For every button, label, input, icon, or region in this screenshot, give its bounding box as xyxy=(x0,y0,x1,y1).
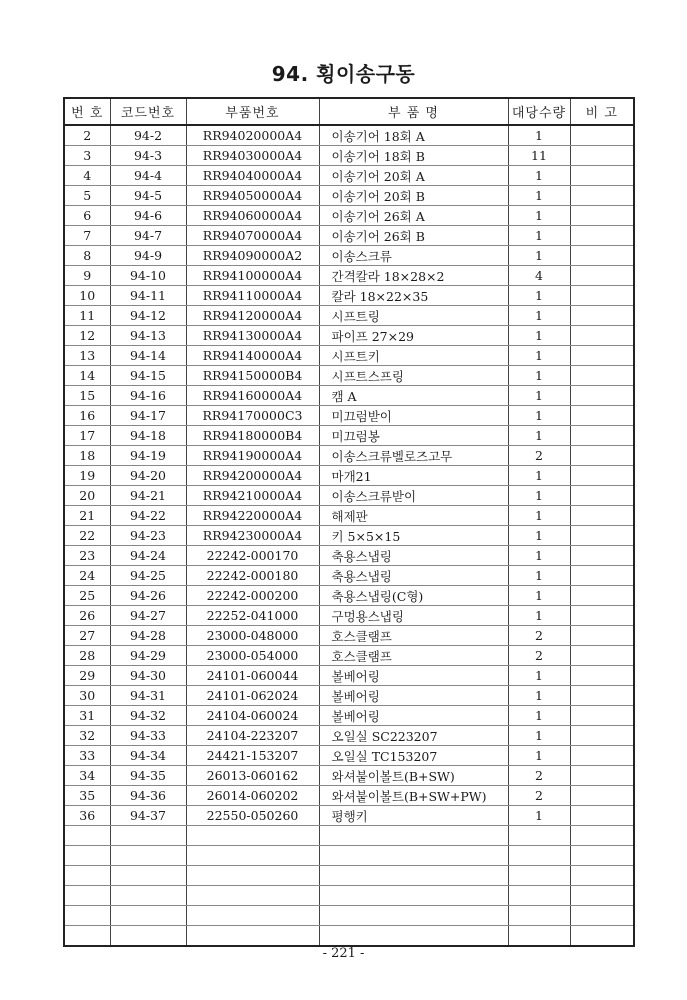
cell-no: 4 xyxy=(64,166,110,186)
cell-part-number: 24421-153207 xyxy=(186,746,319,766)
cell-quantity: 1 xyxy=(508,726,570,746)
cell-part-number: RR94130000A4 xyxy=(186,326,319,346)
cell-no: 27 xyxy=(64,626,110,646)
cell-no xyxy=(64,886,110,906)
cell-part-number: RR94190000A4 xyxy=(186,446,319,466)
cell-part-name: 파이프 27×29 xyxy=(319,326,508,346)
table-row xyxy=(64,826,634,846)
cell-no: 30 xyxy=(64,686,110,706)
table-body xyxy=(64,125,634,946)
cell-part-name: 이송기어 26회 B xyxy=(319,226,508,246)
cell-no: 20 xyxy=(64,486,110,506)
cell-remark xyxy=(570,826,634,846)
cell-code: 94-37 xyxy=(110,806,186,826)
cell-quantity: 1 xyxy=(508,526,570,546)
cell-part-name xyxy=(319,846,508,866)
cell-code: 94-5 xyxy=(110,186,186,206)
cell-no: 2 xyxy=(64,125,110,146)
cell-quantity: 4 xyxy=(508,266,570,286)
cell-part-number: 26013-060162 xyxy=(186,766,319,786)
cell-remark xyxy=(570,686,634,706)
cell-part-number: 22242-000170 xyxy=(186,546,319,566)
cell-part-number: RR94170000C3 xyxy=(186,406,319,426)
cell-quantity xyxy=(508,886,570,906)
cell-part-number: RR94110000A4 xyxy=(186,286,319,306)
cell-no: 19 xyxy=(64,466,110,486)
cell-quantity: 1 xyxy=(508,806,570,826)
cell-remark xyxy=(570,606,634,626)
cell-remark xyxy=(570,766,634,786)
table-row xyxy=(64,125,634,146)
cell-code: 94-36 xyxy=(110,786,186,806)
cell-part-number: 24104-060024 xyxy=(186,706,319,726)
cell-part-name: 마개21 xyxy=(319,466,508,486)
cell-part-name: 이송기어 26회 A xyxy=(319,206,508,226)
cell-remark xyxy=(570,626,634,646)
table-row xyxy=(64,566,634,586)
cell-quantity: 2 xyxy=(508,786,570,806)
cell-part-number xyxy=(186,846,319,866)
cell-remark xyxy=(570,125,634,146)
table-row xyxy=(64,746,634,766)
cell-part-number: RR94060000A4 xyxy=(186,206,319,226)
cell-quantity: 1 xyxy=(508,306,570,326)
cell-quantity: 1 xyxy=(508,566,570,586)
cell-code: 94-14 xyxy=(110,346,186,366)
cell-part-name: 미끄럼받이 xyxy=(319,406,508,426)
cell-part-name: 볼베어링 xyxy=(319,666,508,686)
cell-no: 6 xyxy=(64,206,110,226)
parts-table xyxy=(63,97,635,947)
table-row xyxy=(64,726,634,746)
cell-part-name: 이송기어 18회 A xyxy=(319,125,508,146)
cell-code: 94-7 xyxy=(110,226,186,246)
table-row xyxy=(64,866,634,886)
cell-remark xyxy=(570,786,634,806)
cell-part-name: 호스클램프 xyxy=(319,626,508,646)
cell-quantity: 1 xyxy=(508,546,570,566)
cell-quantity: 2 xyxy=(508,626,570,646)
cell-part-number: RR94040000A4 xyxy=(186,166,319,186)
cell-part-name xyxy=(319,826,508,846)
cell-remark xyxy=(570,426,634,446)
cell-no: 12 xyxy=(64,326,110,346)
cell-part-number: RR94050000A4 xyxy=(186,186,319,206)
cell-part-name: 와셔붙이볼트(B+SW) xyxy=(319,766,508,786)
cell-no: 25 xyxy=(64,586,110,606)
table-row xyxy=(64,686,634,706)
cell-no: 36 xyxy=(64,806,110,826)
table-row xyxy=(64,786,634,806)
cell-part-number: RR94090000A2 xyxy=(186,246,319,266)
cell-part-name: 이송스크류벨로즈고무 xyxy=(319,446,508,466)
cell-quantity: 1 xyxy=(508,206,570,226)
cell-quantity: 1 xyxy=(508,666,570,686)
cell-remark xyxy=(570,306,634,326)
cell-code: 94-11 xyxy=(110,286,186,306)
cell-code: 94-19 xyxy=(110,446,186,466)
cell-part-number: 22252-041000 xyxy=(186,606,319,626)
cell-part-number: RR94030000A4 xyxy=(186,146,319,166)
cell-remark xyxy=(570,186,634,206)
cell-no: 11 xyxy=(64,306,110,326)
cell-remark xyxy=(570,886,634,906)
cell-remark xyxy=(570,526,634,546)
cell-quantity xyxy=(508,926,570,947)
cell-no: 14 xyxy=(64,366,110,386)
cell-code: 94-23 xyxy=(110,526,186,546)
cell-part-number: 23000-048000 xyxy=(186,626,319,646)
cell-no: 26 xyxy=(64,606,110,626)
table-row xyxy=(64,886,634,906)
cell-part-name: 이송스크류받이 xyxy=(319,486,508,506)
cell-part-name: 이송스크류 xyxy=(319,246,508,266)
header-remark: 비 고 xyxy=(570,98,634,125)
cell-remark xyxy=(570,646,634,666)
cell-code: 94-24 xyxy=(110,546,186,566)
cell-code: 94-2 xyxy=(110,125,186,146)
cell-code: 94-9 xyxy=(110,246,186,266)
cell-remark xyxy=(570,246,634,266)
cell-part-name: 오일실 SC223207 xyxy=(319,726,508,746)
table-row xyxy=(64,706,634,726)
cell-part-name: 이송기어 20회 A xyxy=(319,166,508,186)
cell-quantity: 1 xyxy=(508,486,570,506)
header-quantity: 대당수량 xyxy=(508,98,570,125)
cell-quantity: 1 xyxy=(508,125,570,146)
cell-remark xyxy=(570,726,634,746)
cell-remark xyxy=(570,446,634,466)
cell-remark xyxy=(570,226,634,246)
cell-quantity: 1 xyxy=(508,166,570,186)
cell-part-name: 축용스냅링 xyxy=(319,546,508,566)
cell-quantity xyxy=(508,846,570,866)
cell-part-name: 축용스냅링(C형) xyxy=(319,586,508,606)
cell-quantity: 1 xyxy=(508,186,570,206)
cell-part-name: 와셔붙이볼트(B+SW+PW) xyxy=(319,786,508,806)
table-row xyxy=(64,806,634,826)
cell-part-name xyxy=(319,926,508,947)
cell-part-number: 22242-000200 xyxy=(186,586,319,606)
table-row xyxy=(64,326,634,346)
cell-no: 29 xyxy=(64,666,110,686)
header-part-number: 부품번호 xyxy=(186,98,319,125)
cell-code: 94-22 xyxy=(110,506,186,526)
cell-no: 5 xyxy=(64,186,110,206)
cell-no xyxy=(64,846,110,866)
cell-no: 33 xyxy=(64,746,110,766)
cell-remark xyxy=(570,906,634,926)
cell-part-name xyxy=(319,886,508,906)
cell-part-name xyxy=(319,906,508,926)
cell-code: 94-13 xyxy=(110,326,186,346)
table-row xyxy=(64,606,634,626)
table-row xyxy=(64,546,634,566)
cell-code: 94-21 xyxy=(110,486,186,506)
table-row xyxy=(64,766,634,786)
cell-part-name: 구멍용스냅링 xyxy=(319,606,508,626)
table-row xyxy=(64,466,634,486)
table-row xyxy=(64,646,634,666)
cell-part-name: 오일실 TC153207 xyxy=(319,746,508,766)
table-row xyxy=(64,426,634,446)
cell-quantity: 1 xyxy=(508,406,570,426)
cell-part-number: RR94220000A4 xyxy=(186,506,319,526)
cell-code: 94-20 xyxy=(110,466,186,486)
cell-quantity: 1 xyxy=(508,326,570,346)
cell-no: 9 xyxy=(64,266,110,286)
cell-part-name: 간격칼라 18×28×2 xyxy=(319,266,508,286)
cell-part-number: RR94180000B4 xyxy=(186,426,319,446)
cell-no: 34 xyxy=(64,766,110,786)
cell-part-name: 평행키 xyxy=(319,806,508,826)
cell-part-name: 시프트키 xyxy=(319,346,508,366)
table-row xyxy=(64,286,634,306)
cell-part-number xyxy=(186,826,319,846)
cell-remark xyxy=(570,406,634,426)
table-row xyxy=(64,406,634,426)
cell-code xyxy=(110,866,186,886)
cell-code xyxy=(110,886,186,906)
cell-quantity: 1 xyxy=(508,226,570,246)
cell-no: 18 xyxy=(64,446,110,466)
table-row xyxy=(64,586,634,606)
table-row xyxy=(64,246,634,266)
table-row xyxy=(64,166,634,186)
table-row xyxy=(64,626,634,646)
table-row xyxy=(64,206,634,226)
table-row xyxy=(64,366,634,386)
cell-no: 22 xyxy=(64,526,110,546)
cell-code: 94-26 xyxy=(110,586,186,606)
header-part-name: 부 품 명 xyxy=(319,98,508,125)
cell-code: 94-32 xyxy=(110,706,186,726)
cell-part-name: 이송기어 18회 B xyxy=(319,146,508,166)
cell-part-name: 이송기어 20회 B xyxy=(319,186,508,206)
cell-quantity: 2 xyxy=(508,446,570,466)
cell-no: 23 xyxy=(64,546,110,566)
cell-part-number xyxy=(186,866,319,886)
cell-remark xyxy=(570,166,634,186)
cell-remark xyxy=(570,546,634,566)
cell-part-name: 호스클램프 xyxy=(319,646,508,666)
table-row xyxy=(64,526,634,546)
cell-remark xyxy=(570,706,634,726)
cell-quantity: 1 xyxy=(508,366,570,386)
cell-code: 94-18 xyxy=(110,426,186,446)
table-row xyxy=(64,306,634,326)
table-row xyxy=(64,446,634,466)
cell-code xyxy=(110,846,186,866)
cell-part-number: 24101-060044 xyxy=(186,666,319,686)
cell-code: 94-28 xyxy=(110,626,186,646)
cell-code: 94-12 xyxy=(110,306,186,326)
header-code: 코드번호 xyxy=(110,98,186,125)
cell-part-name: 축용스냅링 xyxy=(319,566,508,586)
cell-part-number xyxy=(186,926,319,947)
cell-no: 16 xyxy=(64,406,110,426)
cell-remark xyxy=(570,586,634,606)
cell-remark xyxy=(570,266,634,286)
cell-quantity: 1 xyxy=(508,286,570,306)
cell-code: 94-4 xyxy=(110,166,186,186)
cell-quantity: 1 xyxy=(508,346,570,366)
table-row xyxy=(64,506,634,526)
cell-quantity: 1 xyxy=(508,686,570,706)
cell-remark xyxy=(570,746,634,766)
cell-part-number: RR94230000A4 xyxy=(186,526,319,546)
cell-code xyxy=(110,926,186,947)
cell-part-number: 26014-060202 xyxy=(186,786,319,806)
cell-quantity xyxy=(508,866,570,886)
cell-no: 31 xyxy=(64,706,110,726)
cell-remark xyxy=(570,506,634,526)
cell-remark xyxy=(570,666,634,686)
cell-quantity: 1 xyxy=(508,466,570,486)
cell-part-number: RR94150000B4 xyxy=(186,366,319,386)
cell-quantity: 1 xyxy=(508,746,570,766)
cell-quantity xyxy=(508,906,570,926)
cell-no: 7 xyxy=(64,226,110,246)
cell-quantity: 2 xyxy=(508,646,570,666)
cell-remark xyxy=(570,806,634,826)
cell-no: 13 xyxy=(64,346,110,366)
cell-no: 32 xyxy=(64,726,110,746)
cell-no: 15 xyxy=(64,386,110,406)
cell-part-number: RR94020000A4 xyxy=(186,125,319,146)
table-row xyxy=(64,386,634,406)
cell-no xyxy=(64,826,110,846)
cell-no xyxy=(64,926,110,947)
cell-quantity: 1 xyxy=(508,586,570,606)
page-number: - 221 - xyxy=(322,946,365,961)
cell-code: 94-27 xyxy=(110,606,186,626)
cell-no xyxy=(64,866,110,886)
cell-part-number: RR94100000A4 xyxy=(186,266,319,286)
table-row xyxy=(64,486,634,506)
table-row xyxy=(64,666,634,686)
cell-remark xyxy=(570,346,634,366)
cell-part-number: RR94210000A4 xyxy=(186,486,319,506)
cell-part-number: RR94070000A4 xyxy=(186,226,319,246)
cell-no: 10 xyxy=(64,286,110,306)
cell-code: 94-31 xyxy=(110,686,186,706)
cell-no: 17 xyxy=(64,426,110,446)
cell-remark xyxy=(570,566,634,586)
cell-code: 94-3 xyxy=(110,146,186,166)
cell-remark xyxy=(570,286,634,306)
cell-part-number: RR94120000A4 xyxy=(186,306,319,326)
cell-code xyxy=(110,826,186,846)
cell-part-name: 시프트스프링 xyxy=(319,366,508,386)
cell-no xyxy=(64,906,110,926)
cell-code xyxy=(110,906,186,926)
cell-no: 35 xyxy=(64,786,110,806)
table-row xyxy=(64,186,634,206)
cell-code: 94-15 xyxy=(110,366,186,386)
page-title: 94. 횡이송구동 xyxy=(271,62,416,86)
cell-part-name: 해제판 xyxy=(319,506,508,526)
cell-part-number: 23000-054000 xyxy=(186,646,319,666)
cell-quantity: 1 xyxy=(508,386,570,406)
cell-part-number: RR94200000A4 xyxy=(186,466,319,486)
cell-quantity: 1 xyxy=(508,706,570,726)
cell-code: 94-33 xyxy=(110,726,186,746)
table-header-row xyxy=(64,98,634,125)
cell-part-name: 볼베어링 xyxy=(319,686,508,706)
cell-remark xyxy=(570,466,634,486)
table-row xyxy=(64,146,634,166)
cell-quantity xyxy=(508,826,570,846)
cell-no: 3 xyxy=(64,146,110,166)
cell-remark xyxy=(570,386,634,406)
cell-part-name: 칼라 18×22×35 xyxy=(319,286,508,306)
cell-part-name: 캠 A xyxy=(319,386,508,406)
cell-quantity: 1 xyxy=(508,426,570,446)
cell-part-number: 22242-000180 xyxy=(186,566,319,586)
cell-part-number: RR94140000A4 xyxy=(186,346,319,366)
cell-code: 94-10 xyxy=(110,266,186,286)
cell-quantity: 1 xyxy=(508,506,570,526)
cell-part-name: 볼베어링 xyxy=(319,706,508,726)
cell-part-name: 키 5×5×15 xyxy=(319,526,508,546)
cell-remark xyxy=(570,326,634,346)
cell-part-name: 시프트링 xyxy=(319,306,508,326)
cell-part-number: 24101-062024 xyxy=(186,686,319,706)
cell-remark xyxy=(570,866,634,886)
table-row xyxy=(64,906,634,926)
cell-part-number xyxy=(186,906,319,926)
cell-part-number: 22550-050260 xyxy=(186,806,319,826)
cell-remark xyxy=(570,146,634,166)
cell-code: 94-6 xyxy=(110,206,186,226)
cell-code: 94-16 xyxy=(110,386,186,406)
cell-quantity: 2 xyxy=(508,766,570,786)
cell-remark xyxy=(570,206,634,226)
cell-code: 94-25 xyxy=(110,566,186,586)
cell-part-number xyxy=(186,886,319,906)
table-row xyxy=(64,226,634,246)
cell-no: 24 xyxy=(64,566,110,586)
header-no: 번 호 xyxy=(64,98,110,125)
cell-code: 94-34 xyxy=(110,746,186,766)
cell-quantity: 1 xyxy=(508,606,570,626)
cell-code: 94-30 xyxy=(110,666,186,686)
table-row xyxy=(64,266,634,286)
cell-quantity: 11 xyxy=(508,146,570,166)
cell-remark xyxy=(570,486,634,506)
cell-part-name: 미끄럼봉 xyxy=(319,426,508,446)
cell-quantity: 1 xyxy=(508,246,570,266)
cell-no: 21 xyxy=(64,506,110,526)
table-row xyxy=(64,926,634,947)
cell-part-number: 24104-223207 xyxy=(186,726,319,746)
table-row xyxy=(64,346,634,366)
cell-part-number: RR94160000A4 xyxy=(186,386,319,406)
cell-code: 94-35 xyxy=(110,766,186,786)
cell-part-name xyxy=(319,866,508,886)
cell-no: 8 xyxy=(64,246,110,266)
cell-code: 94-17 xyxy=(110,406,186,426)
table-row xyxy=(64,846,634,866)
cell-remark xyxy=(570,846,634,866)
cell-remark xyxy=(570,366,634,386)
cell-code: 94-29 xyxy=(110,646,186,666)
cell-no: 28 xyxy=(64,646,110,666)
cell-remark xyxy=(570,926,634,947)
